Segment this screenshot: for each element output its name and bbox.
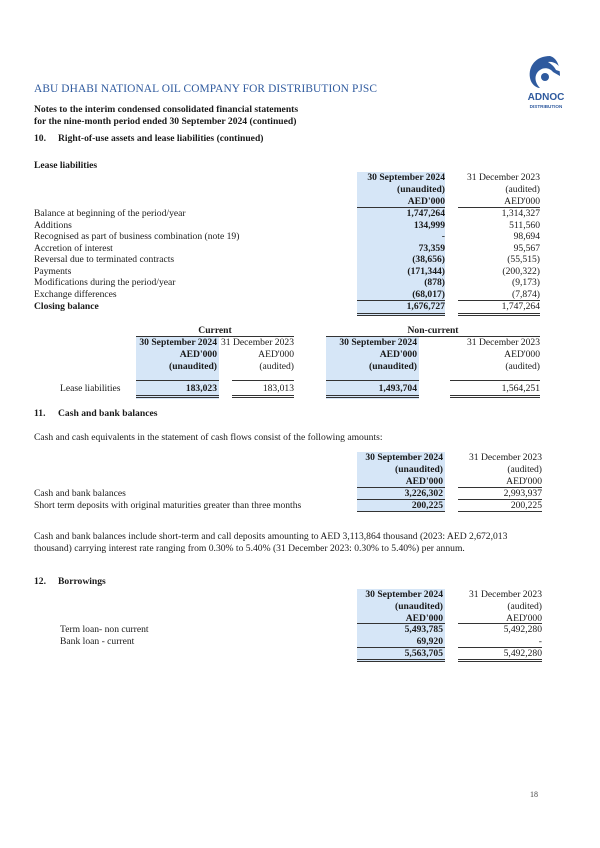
row-rule [450, 380, 540, 381]
table-row: Term loan- non current 5,493,785 5,492,280 [60, 624, 542, 635]
col-header-2024: 30 September 2024 (unaudited) AED'000 [365, 589, 443, 624]
table-row: Accretion of interest 73,359 95,567 [34, 242, 540, 254]
section-12-heading [34, 576, 106, 587]
noncurrent-heading: Non-current [407, 325, 459, 336]
noncurrent-2024-header: 30 September 2024 AED'000 (unaudited) [339, 337, 417, 372]
notes-line-2: for the nine-month period ended 30 September 2024 (continued) [34, 115, 297, 127]
section-11-heading [34, 408, 157, 419]
total-double-rule [357, 659, 445, 662]
current-2024-header: 30 September 2024 AED'000 (unaudited) [139, 337, 217, 372]
section-title: Borrowings [58, 576, 106, 587]
table-row: Short term deposits with original maturities greater than three months 200,225 200,225 [34, 499, 542, 511]
total-double-rule [357, 313, 445, 316]
total-double-rule [326, 395, 419, 398]
section-number: 12. [34, 576, 46, 587]
row-rule [326, 380, 419, 381]
table-row: Reversal due to terminated contracts (38,656) (55,515) [34, 254, 540, 265]
adnoc-distribution-logo [520, 52, 572, 112]
notes-line-1: Notes to the interim condensed consolidated financial statements [34, 104, 299, 115]
logo-subtext: DISTRIBUTION [529, 104, 563, 109]
col-header-2023: 31 December 2023 (audited) AED'000 [469, 589, 542, 624]
lease-liabilities-label: Lease liabilities [60, 383, 121, 394]
table-row: Additions 134,999 511,560 [34, 219, 540, 231]
table-row: Bank loan - current 69,920 - [60, 635, 542, 647]
total-double-rule [450, 395, 540, 398]
current-2023-value: 183,013 [262, 383, 294, 394]
table-row: Modifications during the period/year (878) (9,173) [34, 277, 540, 288]
page-number: 18 [530, 790, 538, 799]
current-heading: Current [198, 325, 232, 336]
table-row: Payments (171,344) (200,322) [34, 265, 540, 277]
table-row: Exchange differences (68,017) (7,874) [34, 288, 540, 300]
notes-heading [34, 104, 298, 127]
total-row: 5,563,705 5,492,280 [404, 647, 542, 659]
col-header-2023: 31 December 2023 (audited) AED'000 [469, 452, 542, 487]
col-header-2023: 31 December 2023 (audited) AED'000 [467, 172, 540, 207]
section-number: 10. [34, 133, 46, 144]
row-rule [232, 380, 294, 381]
noncurrent-2023-value: 1,564,251 [501, 383, 540, 394]
noncurrent-2023-header: 31 December 2023 AED'000 (audited) [467, 337, 540, 372]
total-double-rule [458, 313, 540, 316]
row-rule [458, 511, 542, 512]
falcon-icon [520, 52, 572, 92]
section-number: 11. [34, 408, 46, 419]
row-rule [357, 511, 445, 512]
logo-text: ADNOC [527, 92, 565, 103]
table-row: Recognised as part of business combination (note 19) - 98,694 [34, 231, 540, 242]
row-rule [136, 380, 219, 381]
total-double-rule [458, 659, 542, 662]
lease-liabilities-subtitle: Lease liabilities [34, 160, 98, 171]
cash-intro: Cash and cash equivalents in the statement of cash flows consist of the following amounts: [34, 432, 383, 443]
section-title: Right-of-use assets and lease liabilities (continued) [58, 133, 264, 144]
current-2024-value: 183,023 [185, 383, 217, 394]
section-title: Cash and bank balances [58, 408, 158, 419]
col-header-2024: 30 September 2024 (unaudited) AED'000 [365, 452, 443, 487]
table-row: Balance at beginning of the period/year 1,747,264 1,314,327 [34, 208, 540, 219]
total-double-rule [232, 395, 294, 398]
current-2023-header: 31 December 2023 AED'000 (audited) [221, 337, 294, 372]
total-double-rule [136, 395, 219, 398]
cash-note: Cash and bank balances include short-term and call deposits amounting to AED 3,113,864 thousand (2023: AED 2,672,013 thousand) carrying interest rate ranging from 0.30% to 5.40% (31 December 2023: 0.30% to 5.40%) per annum. [34, 531, 508, 554]
noncurrent-2024-value: 1,493,704 [378, 383, 417, 394]
closing-balance-row: Closing balance 1,676,727 1,747,264 [34, 300, 540, 312]
table-row: Cash and bank balances 3,226,302 2,993,937 [34, 488, 542, 499]
col-header-2024: 30 September 2024 (unaudited) AED'000 [367, 172, 445, 207]
company-name: ABU DHABI NATIONAL OIL COMPANY FOR DISTRIBUTION PJSC [34, 83, 378, 95]
section-10-heading [34, 133, 263, 144]
